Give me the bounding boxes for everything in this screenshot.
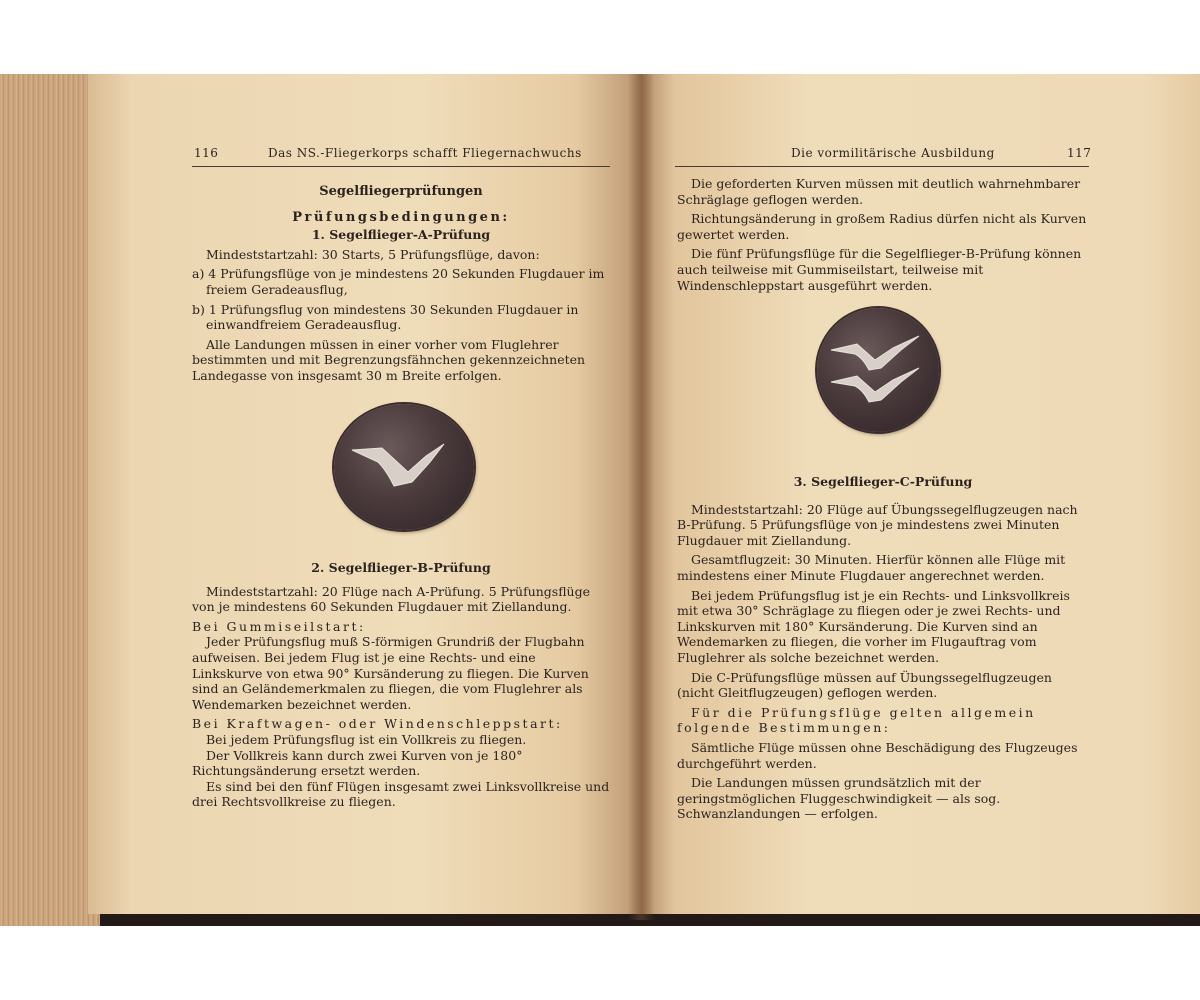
right-page xyxy=(641,74,1200,914)
c-pruefung-heading: 3. Segelflieger-C-Prüfung xyxy=(793,474,973,489)
open-book xyxy=(0,74,1200,926)
c-uebungssegel-paragraph: Die C-Prüfungsflüge müssen auf Übungssegelflugzeugen (nicht Gleitflugzeugen) geflogen werden. xyxy=(677,669,1052,701)
a-badge-one-gull xyxy=(334,404,474,530)
right-lower-text xyxy=(677,474,1089,826)
b-gummiseil-text: Jeder Prüfungsflug muß S-förmigen Grundriß der Flugbahn aufweisen. Bei jedem Flug ist je eine Rechts- und eine Linkskurve von etwa 90° Kursänderung zu fliegen. Die Kurven sind an Geländemerkmalen zu fliegen, die vom Fluglehrer als Wendemarken bezeichnet werden. xyxy=(192,634,589,712)
two-gulls-icon xyxy=(817,308,939,432)
c-vollkreis-paragraph: Bei jedem Prüfungsflug ist je ein Rechts- und Linksvollkreis mit etwa 30° Schräglage zu fliegen oder je zwei Rechts- und Linkskurven mit 180° Kursänderung. Die Kurven sind an Wendemarken zu fliegen, die vorher im Flugauftrag vom Fluglehrer als solche bezeichnet werden. xyxy=(677,587,1070,665)
b-gummiseil-label: Bei Gummiseilstart: xyxy=(192,618,366,634)
gull-icon xyxy=(334,404,474,530)
right-page-number: 117 xyxy=(1067,146,1092,160)
b-kraftwagen-label: Bei Kraftwagen- oder Windenschleppstart: xyxy=(192,716,563,732)
c-gesamtflugzeit: Gesamtflugzeit: 30 Minuten. Hierfür können alle Flüge mit mindestens einer Minute Flugdauer angerechnet werden. xyxy=(677,552,1066,583)
left-running-head: Das NS.-Fliegerkorps schafft Fliegernachwuchs xyxy=(268,146,582,160)
conditions-subtitle: Prüfungsbedingungen: xyxy=(292,209,510,225)
page-edges xyxy=(0,74,100,926)
b-kraftwagen-line-3: Es sind bei den fünf Flügen insgesamt zwei Linksvollkreise und drei Rechtsvollkreise zu fliegen. xyxy=(192,778,610,810)
a-item-a: a) 4 Prüfungsflüge von je mindestens 20 Sekunden Flugdauer im freiem Geradeausflug, xyxy=(192,266,605,297)
left-head-rule xyxy=(192,166,610,167)
a-item-b: b) 1 Prüfungsflug von mindestens 30 Sekunden Flugdauer in einwandfreiem Geradeausflug. xyxy=(192,301,579,333)
left-upper-text xyxy=(192,184,610,388)
left-lower-text xyxy=(192,560,610,814)
c-landungen-paragraph: Die Landungen müssen grundsätzlich mit der geringstmöglichen Fluggeschwindigkeit — als sog. Schwanzlandungen — erfolgen. xyxy=(677,775,1001,822)
right-running-head: Die vormilitärische Ausbildung xyxy=(791,146,995,160)
curves-paragraph: Die geforderten Kurven müssen mit deutlich wahrnehmbarer Schräglage geflogen werden. xyxy=(677,176,1081,207)
section-title: Segelfliegerprüfungen xyxy=(319,184,483,199)
c-beschaedigung-paragraph: Sämtliche Flüge müssen ohne Beschädigung des Flugzeuges durchgeführt werden. xyxy=(677,739,1078,771)
b-kraftwagen-line-1: Bei jedem Prüfungsflug ist ein Vollkreis zu fliegen. xyxy=(206,731,527,747)
left-page xyxy=(88,74,641,914)
a-pruefung-heading: 1. Segelflieger-A-Prüfung xyxy=(311,227,491,243)
c-mindeststartzahl: Mindeststartzahl: 20 Flüge auf Übungssegelflugzeugen nach B-Prüfung. 5 Prüfungsflüge von je mindestens zwei Minuten Flugdauer mit Ziellandung. xyxy=(677,501,1078,548)
b-mindeststartzahl: Mindeststartzahl: 20 Flüge nach A-Prüfung. 5 Prüfungsflüge von je mindestens 60 Sekunden Flugdauer mit Ziellandung. xyxy=(192,583,591,615)
left-page-number: 116 xyxy=(194,146,219,160)
a-mindeststartzahl: Mindeststartzahl: 30 Starts, 5 Prüfungsflüge, davon: xyxy=(206,246,540,262)
a-landing-rule: Alle Landungen müssen in einer vorher vom Fluglehrer bestimmten und mit Begrenzungsfähnchen gekennzeichneten Landegasse von insgesamt 30 m Breite erfolgen. xyxy=(192,336,586,383)
book-gutter xyxy=(628,74,654,920)
b-kraftwagen-line-2: Der Vollkreis kann durch zwei Kurven von je 180° Richtungsänderung ersetzt werden. xyxy=(192,747,523,779)
right-head-rule xyxy=(675,166,1089,167)
right-upper-text xyxy=(677,176,1089,297)
b-badge-two-gulls xyxy=(817,308,939,432)
b-pruefung-heading: 2. Segelflieger-B-Prüfung xyxy=(311,560,491,575)
c-allgemein-paragraph: Für die Prüfungsflüge gelten allgemein folgende Bestimmungen: xyxy=(677,704,1036,736)
b-start-methods-paragraph: Die fünf Prüfungsflüge für die Segelflieger-B-Prüfung können auch teilweise mit Gummiseilstart, teilweise mit Windenschleppstart ausgeführt werden. xyxy=(677,246,1082,293)
radius-paragraph: Richtungsänderung in großem Radius dürfen nicht als Kurven gewertet werden. xyxy=(677,211,1087,242)
